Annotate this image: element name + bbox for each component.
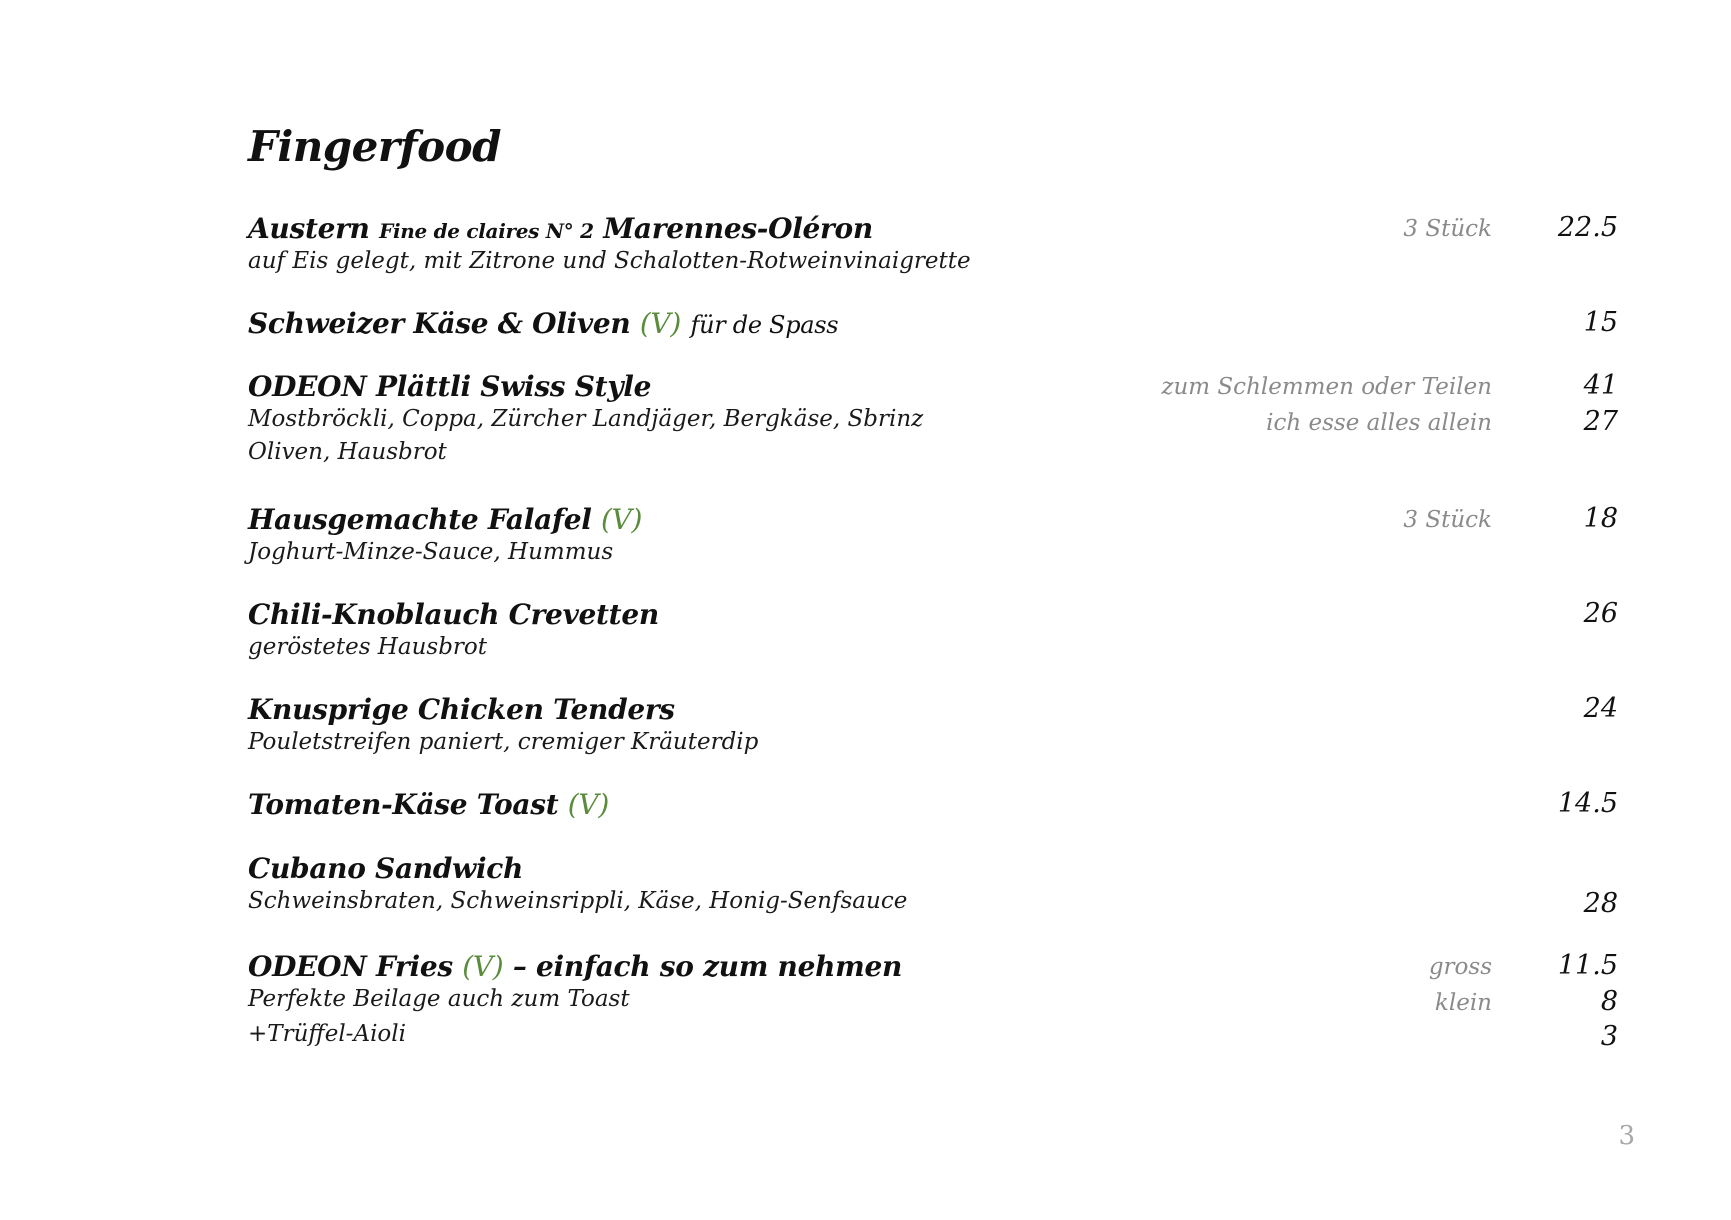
item-description: Joghurt-Minze-Sauce, Hummus	[248, 539, 614, 565]
menu-item-fries	[248, 950, 1618, 984]
menu-item-plaettli-row2	[248, 406, 1618, 440]
item-name: Austern	[248, 212, 370, 245]
item-description: Perfekte Beilage auch zum Toast	[248, 986, 630, 1012]
item-title	[248, 788, 609, 821]
menu-item-austern-desc-row	[248, 248, 1618, 282]
menu-item-cubano	[248, 852, 1618, 886]
page-number: 3	[1618, 1121, 1635, 1151]
item-price: 14.5	[1557, 788, 1618, 819]
item-description: auf Eis gelegt, mit Zitrone und Schalotten-Rotweinvinaigrette	[248, 248, 971, 274]
item-price: 26	[1583, 598, 1618, 629]
menu-item-chicken	[248, 693, 1618, 727]
menu-item-plaettli	[248, 370, 1618, 404]
item-name: ODEON Fries	[248, 950, 453, 983]
item-title	[248, 503, 642, 536]
item-note: gross	[1428, 954, 1492, 980]
item-title	[248, 212, 873, 245]
section-heading: Fingerfood	[248, 122, 501, 171]
item-price: 22.5	[1557, 212, 1618, 243]
item-price: 3	[1600, 1021, 1618, 1052]
item-name: Hausgemachte Falafel	[248, 503, 592, 536]
item-name: Schweizer Käse & Oliven	[248, 307, 631, 340]
menu-item-cubano-desc-row	[248, 888, 1618, 922]
item-addon: +Trüffel-Aioli	[248, 1021, 406, 1047]
item-extra: – einfach so zum nehmen	[512, 950, 903, 983]
vegetarian-badge: (V)	[639, 307, 682, 340]
item-title	[248, 307, 838, 340]
menu-item-fries-row3	[248, 1021, 1618, 1055]
item-price: 18	[1583, 503, 1618, 534]
item-price: 24	[1583, 693, 1618, 724]
menu-item-chicken-desc-row	[248, 729, 1618, 763]
menu-item-kaese	[248, 307, 1618, 341]
item-description: Mostbröckli, Coppa, Zürcher Landjäger, Bergkäse, Sbrinz	[248, 406, 924, 432]
menu-item-falafel-desc-row	[248, 539, 1618, 573]
menu-item-toast	[248, 788, 1618, 822]
menu-item-falafel	[248, 503, 1618, 537]
menu-item-crevetten	[248, 598, 1618, 632]
menu-item-fries-row2	[248, 986, 1618, 1020]
item-price: 27	[1583, 406, 1618, 437]
item-name: Cubano Sandwich	[248, 852, 524, 885]
item-note: zum Schlemmen oder Teilen	[1161, 374, 1492, 400]
item-name: Knusprige Chicken Tenders	[248, 693, 675, 726]
item-description: Oliven, Hausbrot	[248, 439, 447, 465]
vegetarian-badge: (V)	[462, 950, 504, 983]
item-price: 41	[1583, 370, 1618, 401]
item-price: 11.5	[1557, 950, 1618, 981]
item-note: ich esse alles allein	[1266, 410, 1492, 436]
item-note: 3 Stück	[1403, 507, 1492, 533]
item-title	[248, 950, 902, 983]
item-note: klein	[1434, 990, 1492, 1016]
menu-item-plaettli-row3	[248, 439, 1618, 473]
item-price: 28	[1583, 888, 1618, 919]
item-description: Pouletstreifen paniert, cremiger Kräuterdip	[248, 729, 759, 755]
item-name: Chili-Knoblauch Crevetten	[248, 598, 659, 631]
item-name: Tomaten-Käse Toast	[248, 788, 559, 821]
item-note: 3 Stück	[1403, 216, 1492, 242]
item-price: 8	[1600, 986, 1618, 1017]
menu-item-crevetten-desc-row	[248, 634, 1618, 668]
vegetarian-badge: (V)	[567, 788, 609, 821]
item-name: ODEON Plättli Swiss Style	[248, 370, 652, 403]
item-extra: für de Spass	[690, 311, 839, 339]
item-subname: Fine de claires N° 2	[379, 219, 594, 243]
vegetarian-badge: (V)	[601, 503, 643, 536]
menu-item-austern	[248, 212, 1618, 246]
item-origin: Marennes-Oléron	[603, 212, 873, 245]
item-description: Schweinsbraten, Schweinsrippli, Käse, Honig-Senfsauce	[248, 888, 908, 914]
item-description: geröstetes Hausbrot	[248, 634, 487, 660]
item-price: 15	[1583, 307, 1618, 338]
